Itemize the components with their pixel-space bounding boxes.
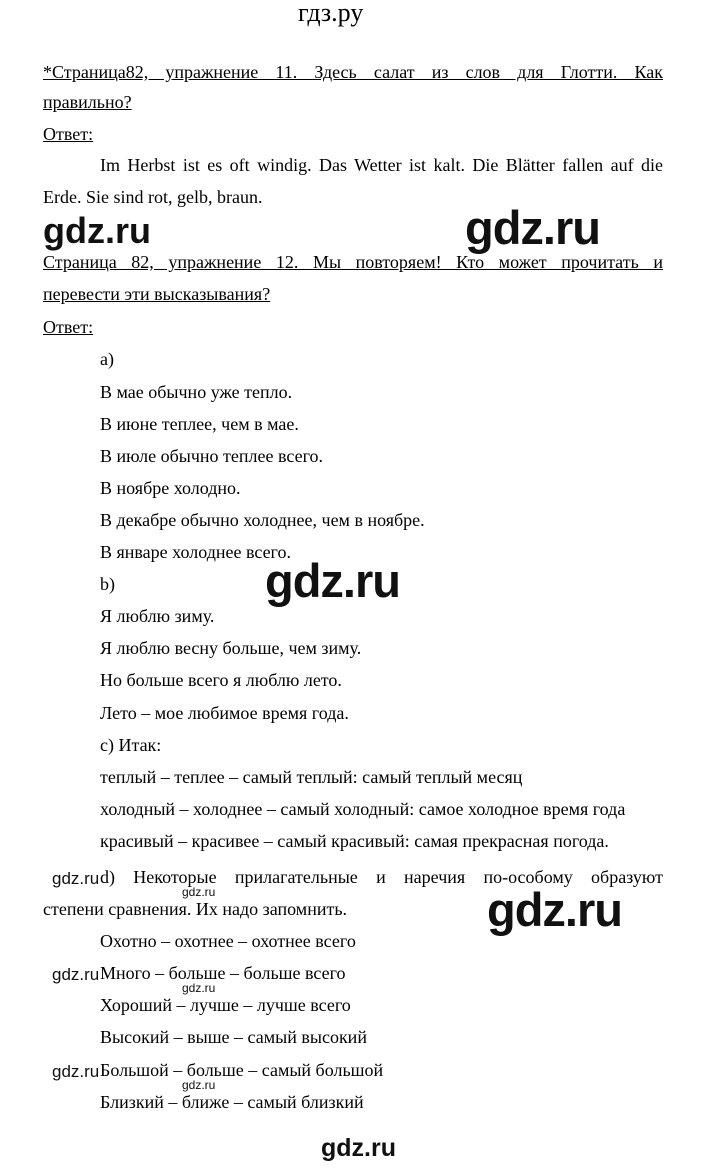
section-c-line: красивый – красивее – самый красивый: самая прекрасная погода. [100,831,609,851]
section-b-line: Лето – мое любимое время года. [100,703,349,723]
ex12-title-line2: перевести эти высказывания? [43,284,271,304]
section-d-line2: степени сравнения. Их надо запомнить. [43,899,348,919]
watermark: gdz.ru [487,883,622,936]
watermark: gdz.ru [182,1078,216,1092]
section-c-label: c) Итак: [100,735,162,755]
watermark: gdz.ru [52,1062,100,1081]
section-d-line: Близкий – ближе – самый близкий [100,1092,364,1112]
section-a-line: В мае обычно уже тепло. [100,382,293,402]
footer-watermark: gdz.ru [321,1134,396,1162]
section-c-line: теплый – теплее – самый теплый: самый теплый месяц [100,767,523,787]
ex11-title-line2: правильно? [43,92,132,112]
section-d-line: Хороший – лучше – лучше всего [100,995,351,1015]
section-b-line: Я люблю весну больше, чем зиму. [100,638,362,658]
ex11-title-line1: *Страница82, упражнение 11. Здесь салат из слов для Глотти. Как [43,62,663,82]
section-a-line: В январе холоднее всего. [100,542,291,562]
ex12-answer-label: Ответ: [43,317,94,337]
watermark: gdz.ru [182,981,216,995]
section-a-line: В ноябре холодно. [100,478,241,498]
section-b-line: Но больше всего я люблю лето. [100,670,342,690]
watermark: gdz.ru [43,210,151,251]
ex11-answer-label: Ответ: [43,124,94,144]
section-d-line: Охотно – охотнее – охотнее всего [100,931,356,951]
section-a-line: В декабре обычно холоднее, чем в ноябре. [100,510,425,530]
section-a-line: В июле обычно теплее всего. [100,446,324,466]
section-d-line: Много – больше – больше всего [100,963,346,983]
section-d-line: Большой – больше – самый большой [100,1060,384,1080]
watermark: gdz.ru [465,201,600,254]
ex11-text-line1: Im Herbst ist es oft windig. Das Wetter ist kalt. Die Blätter fallen auf die [100,155,663,175]
section-c-line: холодный – холоднее – самый холодный: самое холодное время года [100,799,626,819]
site-header: гдз.ру [298,0,364,27]
ex12-title-line1: Страница 82, упражнение 12. Мы повторяем! Кто может прочитать и [43,252,663,272]
watermark: gdz.ru [265,554,400,607]
section-d-line1: d) Некоторые прилагательные и наречия по-особому образуют [100,867,663,887]
section-b-label: b) [100,574,115,594]
section-a-line: В июне теплее, чем в мае. [100,414,299,434]
watermark: gdz.ru [52,869,100,888]
section-b-line: Я люблю зиму. [100,606,215,626]
section-a-label: a) [100,349,114,369]
watermark: gdz.ru [182,885,216,899]
watermark: gdz.ru [52,965,100,984]
ex11-text-line2: Erde. Sie sind rot, gelb, braun. [43,187,263,207]
section-d-line: Высокий – выше – самый высокий [100,1027,367,1047]
